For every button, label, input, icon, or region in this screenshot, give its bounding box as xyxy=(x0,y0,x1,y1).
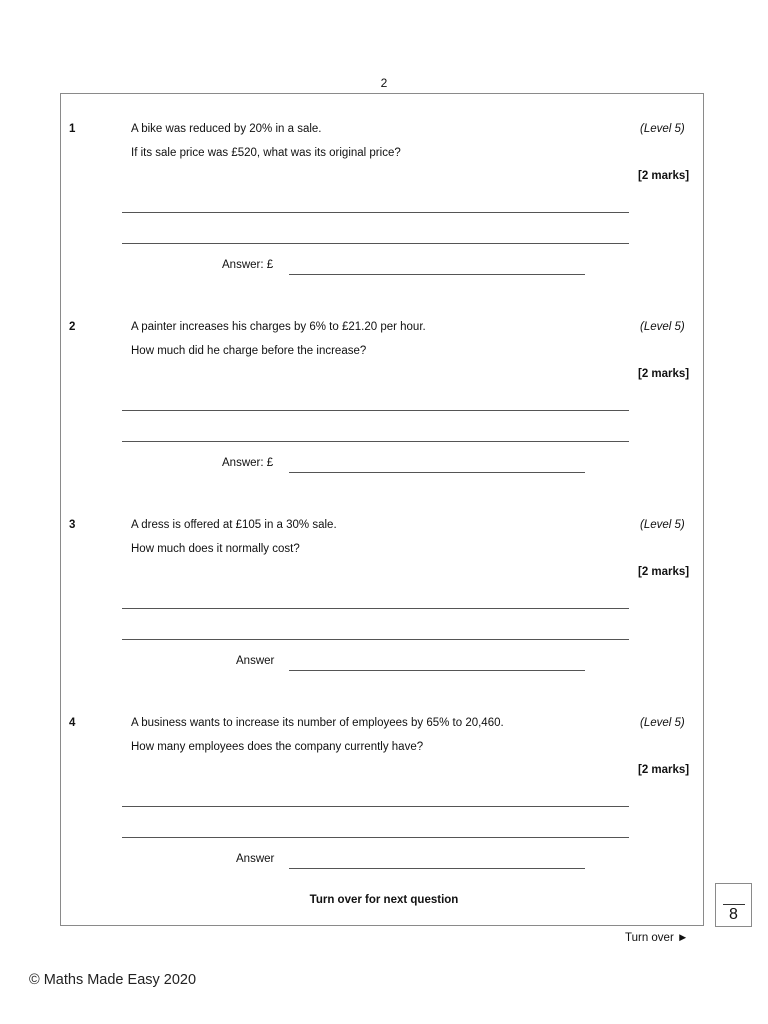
question-text-line-2: How much does it normally cost? xyxy=(131,543,300,555)
question-text-line-1: A dress is offered at £105 in a 30% sale. xyxy=(131,519,337,531)
answer-line[interactable] xyxy=(289,274,585,275)
working-line[interactable] xyxy=(122,212,629,213)
question-text-line-2: If its sale price was £520, what was its original price? xyxy=(131,147,401,159)
question-2 xyxy=(0,321,768,511)
score-entry-line[interactable] xyxy=(723,904,745,905)
level-label: (Level 5) xyxy=(640,717,685,729)
marks-label: [2 marks] xyxy=(638,368,690,380)
score-box xyxy=(715,883,752,927)
working-line[interactable] xyxy=(122,837,629,838)
page-number: 2 xyxy=(380,76,388,90)
working-line[interactable] xyxy=(122,410,629,411)
level-label: (Level 5) xyxy=(640,519,685,531)
working-line[interactable] xyxy=(122,608,629,609)
working-line[interactable] xyxy=(122,806,629,807)
question-number: 1 xyxy=(69,123,76,135)
answer-label: Answer xyxy=(236,853,275,865)
answer-label: Answer xyxy=(236,655,275,667)
marks-label: [2 marks] xyxy=(638,566,690,578)
answer-line[interactable] xyxy=(289,670,585,671)
marks-label: [2 marks] xyxy=(638,170,690,182)
answer-line[interactable] xyxy=(289,472,585,473)
question-3 xyxy=(0,519,768,709)
marks-label: [2 marks] xyxy=(638,764,690,776)
turn-over-label: Turn over ► xyxy=(625,932,689,944)
working-line[interactable] xyxy=(122,441,629,442)
level-label: (Level 5) xyxy=(640,321,685,333)
question-number: 3 xyxy=(69,519,76,531)
answer-label: Answer: £ xyxy=(222,457,274,469)
score-total: 8 xyxy=(729,906,738,923)
question-number: 2 xyxy=(69,321,76,333)
question-text-line-1: A business wants to increase its number of employees by 65% to 20,460. xyxy=(131,717,504,729)
question-number: 4 xyxy=(69,717,76,729)
question-text-line-1: A painter increases his charges by 6% to £21.20 per hour. xyxy=(131,321,426,333)
question-1 xyxy=(0,123,768,313)
turn-over-next-question: Turn over for next question xyxy=(309,894,459,906)
answer-label: Answer: £ xyxy=(222,259,274,271)
level-label: (Level 5) xyxy=(640,123,685,135)
answer-line[interactable] xyxy=(289,868,585,869)
question-text-line-2: How many employees does the company currently have? xyxy=(131,741,424,753)
question-text-line-2: How much did he charge before the increase? xyxy=(131,345,367,357)
question-4 xyxy=(0,717,768,907)
question-text-line-1: A bike was reduced by 20% in a sale. xyxy=(131,123,322,135)
copyright-notice: © Maths Made Easy 2020 xyxy=(29,972,197,988)
working-line[interactable] xyxy=(122,639,629,640)
working-line[interactable] xyxy=(122,243,629,244)
